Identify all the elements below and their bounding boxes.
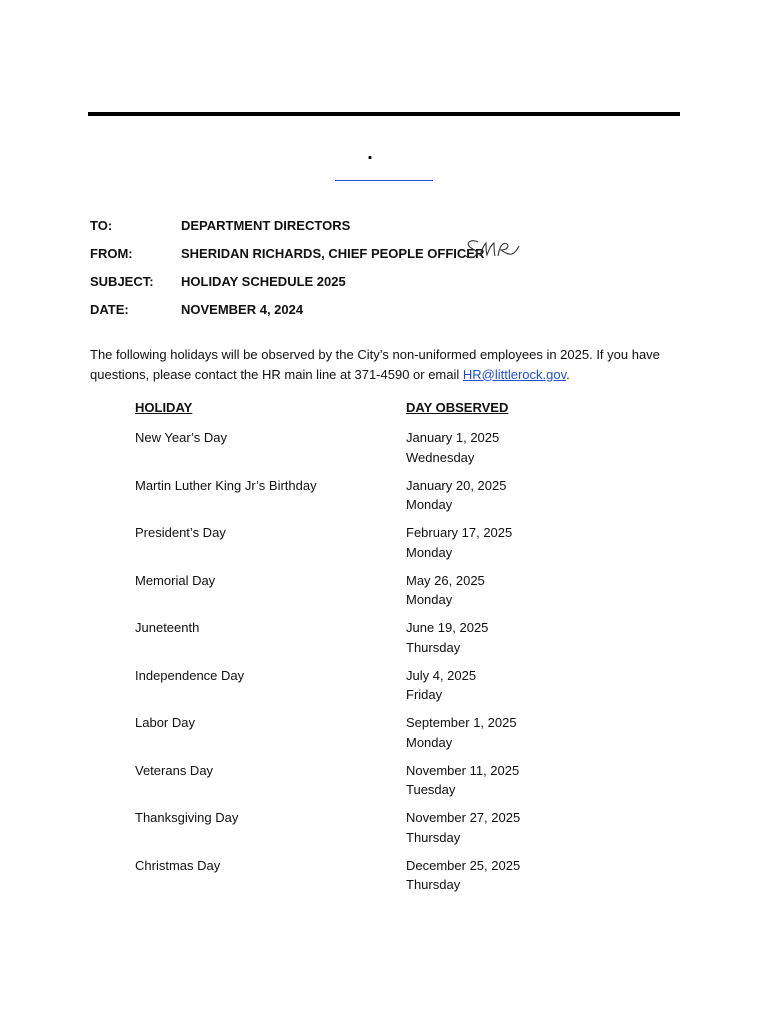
holiday-name: Labor Day [135,715,195,730]
holiday-weekday: Monday [406,497,453,512]
memo-date-value: NOVEMBER 4, 2024 [181,302,304,317]
holiday-name: Martin Luther King Jr’s Birthday [135,477,317,493]
memo-from-value: SHERIDAN RICHARDS, CHIEF PEOPLE OFFICER [181,246,485,261]
holiday-weekday: Thursday [406,639,461,655]
holiday-date: December 25, 2025 [406,857,521,873]
memo-date-label: DATE: [90,302,129,317]
memo-to-label: TO: [90,218,113,233]
signature-initials [464,236,524,264]
holiday-name: Independence Day [135,667,245,683]
intro-paragraph [90,345,690,384]
holiday-weekday: Thursday [406,829,461,845]
holiday-weekday: Wednesday [406,449,475,465]
table-row [0,571,768,611]
header-link-underline [335,180,433,181]
holiday-date: November 11, 2025 [406,762,520,778]
table-row [0,856,768,896]
holiday-date: May 26, 2025 [406,572,485,588]
holiday-name: Juneteenth [135,620,200,635]
intro-text-end: . [566,366,570,382]
table-row [0,808,768,848]
header-rule [88,112,680,116]
holiday-name: Veterans Day [135,762,214,778]
memo-from-label: FROM: [90,246,133,261]
table-row [0,476,768,516]
holiday-date: June 19, 2025 [406,620,489,635]
intro-text: The following holidays will be observed by the City’s non-uniformed employees in 2025. If you have questions, please contact the HR main line at 371-4590 or email [90,347,660,382]
holiday-weekday: Tuesday [406,782,456,797]
table-row [0,428,768,468]
column-header-holiday: HOLIDAY [135,400,193,415]
holiday-weekday: Friday [406,687,443,702]
hr-email-link[interactable]: HR@littlerock.gov [462,366,567,382]
holiday-weekday: Monday [406,544,453,560]
memo-subject-label: SUBJECT: [90,274,154,289]
memo-subject-value: HOLIDAY SCHEDULE 2025 [181,274,346,289]
holiday-weekday: Monday [406,592,453,607]
table-row [0,618,768,658]
holiday-name: Memorial Day [135,572,216,588]
table-row [0,666,768,706]
holiday-name: New Year’s Day [135,430,228,445]
table-row [0,523,768,563]
holiday-name: Thanksgiving Day [135,810,239,825]
header-mark: . [367,142,373,164]
holiday-date: January 20, 2025 [406,477,507,493]
memo-to-value: DEPARTMENT DIRECTORS [181,218,351,233]
holiday-weekday: Thursday [406,877,461,892]
holiday-weekday: Monday [406,734,453,750]
table-row [0,713,768,753]
holiday-name: President’s Day [135,525,226,540]
holiday-date: November 27, 2025 [406,810,521,825]
holiday-name: Christmas Day [135,857,221,873]
holiday-date: January 1, 2025 [406,430,500,445]
holiday-date: July 4, 2025 [406,667,477,683]
holiday-date: September 1, 2025 [406,715,517,730]
column-header-day-observed: DAY OBSERVED [406,400,509,415]
holiday-date: February 17, 2025 [406,525,513,540]
table-row [0,761,768,801]
